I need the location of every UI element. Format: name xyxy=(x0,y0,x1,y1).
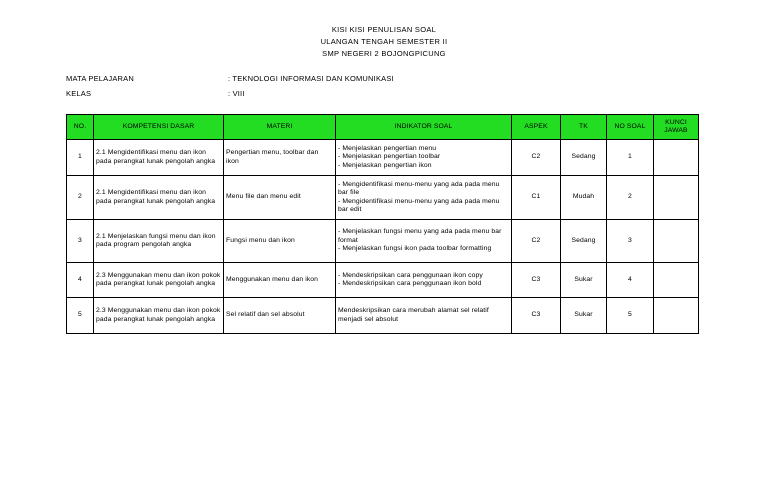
document-header xyxy=(0,24,768,60)
table-row xyxy=(67,140,699,176)
cell-tk: Sedang xyxy=(561,140,607,176)
cell-no: 2 xyxy=(67,176,94,220)
col-header-no-soal: NO SOAL xyxy=(607,115,654,140)
class-value: : VIII xyxy=(228,89,245,98)
header-title: KISI KISI PENULISAN SOAL xyxy=(331,25,437,34)
cell-materi: Pengertian menu, toolbar dan ikon xyxy=(224,140,336,176)
col-header-aspek: ASPEK xyxy=(512,115,561,140)
cell-indikator: Mendeskripsikan cara merubah alamat sel relatif menjadi sel absolut xyxy=(336,298,512,334)
meta-subject-row xyxy=(66,74,466,89)
cell-no-soal: 1 xyxy=(607,140,654,176)
cell-aspek: C2 xyxy=(512,220,561,263)
cell-tk: Mudah xyxy=(561,176,607,220)
table-header-row xyxy=(67,115,699,140)
cell-indikator: - Menjelaskan fungsi menu yang ada pada menu bar format - Menjelaskan fungsi ikon pada toolbar formatting xyxy=(336,220,512,263)
meta-class-row xyxy=(66,89,466,104)
cell-aspek: C1 xyxy=(512,176,561,220)
cell-no: 1 xyxy=(67,140,94,176)
cell-aspek: C3 xyxy=(512,263,561,298)
subject-value: : TEKNOLOGI INFORMASI DAN KOMUNIKASI xyxy=(228,74,394,83)
col-header-indikator: INDIKATOR SOAL xyxy=(336,115,512,140)
cell-kunci xyxy=(654,263,699,298)
cell-indikator: - Menjelaskan pengertian menu - Menjelaskan pengertian toolbar - Menjelaskan pengertian ikon xyxy=(336,140,512,176)
cell-no-soal: 5 xyxy=(607,298,654,334)
cell-materi: Sel relatif dan sel absolut xyxy=(224,298,336,334)
cell-no: 5 xyxy=(67,298,94,334)
col-header-tk: TK xyxy=(561,115,607,140)
cell-tk: Sedang xyxy=(561,220,607,263)
col-header-kd: KOMPETENSI DASAR xyxy=(94,115,224,140)
cell-tk: Sukar xyxy=(561,298,607,334)
cell-kunci xyxy=(654,298,699,334)
col-header-kunci: KUNCI JAWAB xyxy=(654,115,699,140)
header-school: SMP NEGERI 2 BOJONGPICUNG xyxy=(322,49,446,58)
class-label: KELAS xyxy=(66,89,92,98)
cell-materi: Menu file dan menu edit xyxy=(224,176,336,220)
cell-indikator: - Mengidentifikasi menu-menu yang ada pada menu bar file - Mengidentifikasi menu-menu yang ada pada menu bar edit xyxy=(336,176,512,220)
cell-kd: 2.1 Mengidentifikasi menu dan ikon pada perangkat lunak pengolah angka xyxy=(94,176,224,220)
cell-no-soal: 4 xyxy=(607,263,654,298)
cell-aspek: C2 xyxy=(512,140,561,176)
cell-kd: 2.1 Menjelaskan fungsi menu dan ikon pada program pengolah angka xyxy=(94,220,224,263)
table-row xyxy=(67,176,699,220)
table-row xyxy=(67,298,699,334)
table-row xyxy=(67,220,699,263)
header-subtitle: ULANGAN TENGAH SEMESTER II xyxy=(320,37,448,46)
cell-kd: 2.3 Menggunakan menu dan ikon pokok pada perangkat lunak pengolah angka xyxy=(94,298,224,334)
cell-no: 4 xyxy=(67,263,94,298)
cell-kd: 2.1 Mengidentifikasi menu dan ikon pada perangkat lunak pengolah angka xyxy=(94,140,224,176)
col-header-materi: MATERI xyxy=(224,115,336,140)
cell-tk: Sukar xyxy=(561,263,607,298)
col-header-no: NO. xyxy=(67,115,94,140)
cell-kunci xyxy=(654,140,699,176)
cell-no-soal: 2 xyxy=(607,176,654,220)
cell-no: 3 xyxy=(67,220,94,263)
cell-kunci xyxy=(654,176,699,220)
cell-no-soal: 3 xyxy=(607,220,654,263)
meta-block xyxy=(66,74,466,104)
subject-label: MATA PELAJARAN xyxy=(66,74,134,83)
cell-kunci xyxy=(654,220,699,263)
kisi-table xyxy=(66,114,699,334)
cell-materi: Menggunakan menu dan ikon xyxy=(224,263,336,298)
cell-kd: 2.3 Menggunakan menu dan ikon pokok pada perangkat lunak pengolah angka xyxy=(94,263,224,298)
table-body xyxy=(67,140,699,334)
cell-materi: Fungsi menu dan ikon xyxy=(224,220,336,263)
table-row xyxy=(67,263,699,298)
cell-aspek: C3 xyxy=(512,298,561,334)
cell-indikator: - Mendeskripsikan cara penggunaan ikon copy - Mendeskripsikan cara penggunaan ikon bold xyxy=(336,263,512,298)
